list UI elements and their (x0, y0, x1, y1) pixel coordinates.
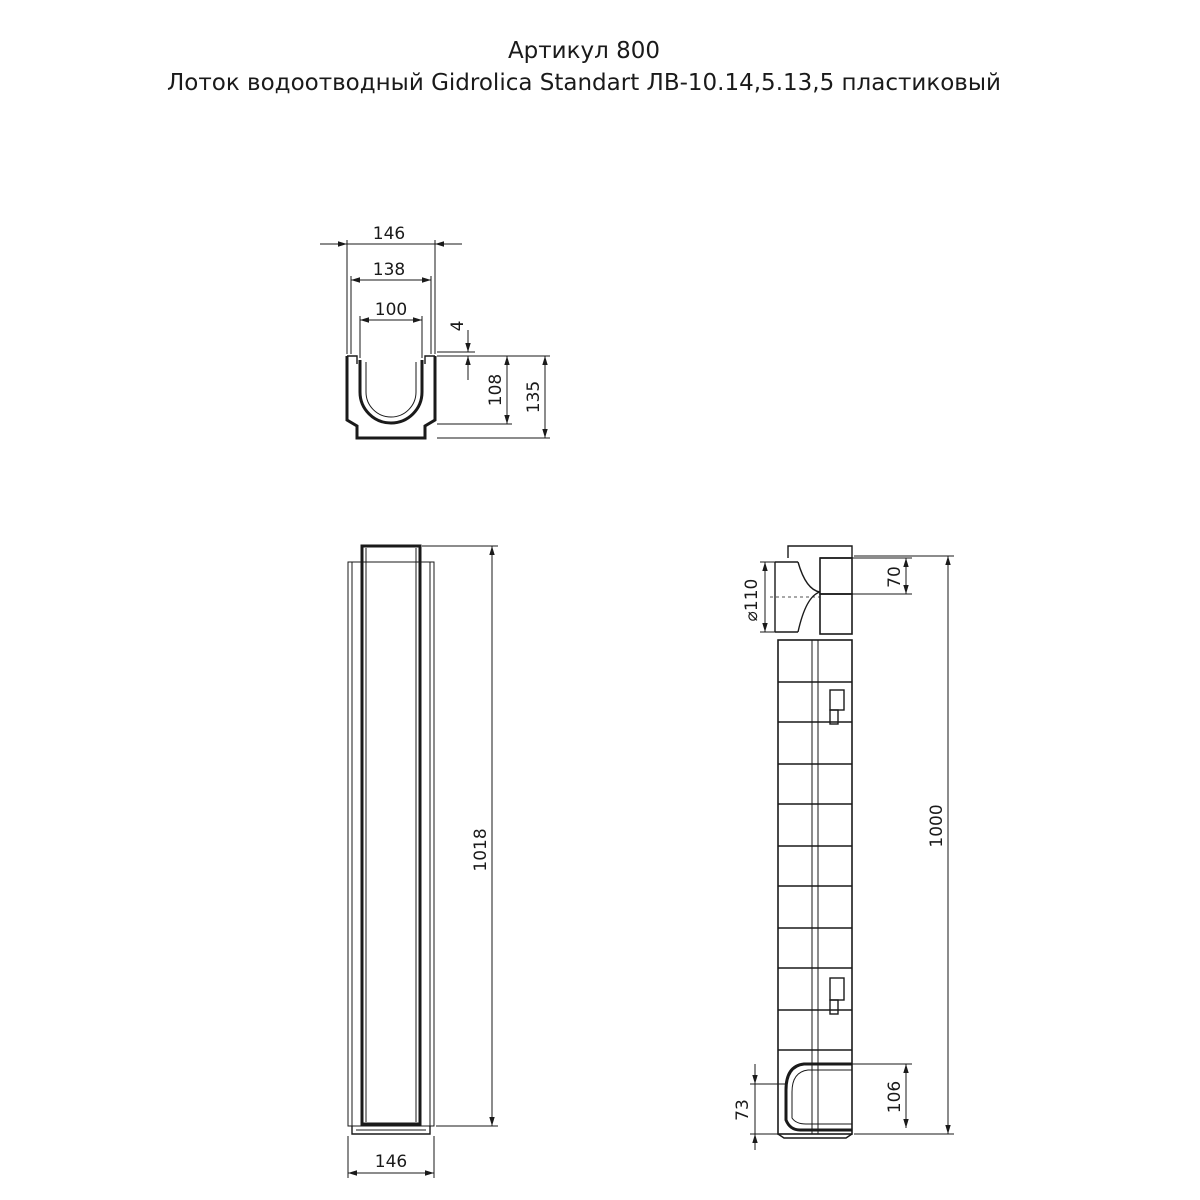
dim-cross-inner-depth: 108 (486, 373, 506, 407)
side-top-block (820, 594, 852, 634)
dim-outlet-diameter: ⌀110 (742, 578, 762, 622)
dim-cross-width-inner: 138 (372, 260, 406, 280)
side-latch-lower (830, 978, 844, 1014)
side-body (778, 640, 852, 1134)
dim-end-depth: 73 (733, 1099, 753, 1121)
side-end-profile (786, 1064, 852, 1130)
side-view (733, 546, 954, 1150)
dim-outlet-offset: 70 (885, 566, 905, 588)
cross-section-view (320, 224, 550, 438)
side-top-block (820, 558, 852, 594)
top-view (348, 546, 498, 1178)
dim-cross-width-channel: 100 (374, 300, 408, 320)
dim-top-length: 1018 (471, 828, 491, 872)
top-view-channel (362, 546, 420, 1124)
side-latch-upper (830, 690, 844, 724)
cross-section-channel (360, 360, 422, 423)
side-end-profile-inner (792, 1070, 852, 1124)
dim-top-width: 146 (374, 1152, 408, 1172)
dim-cross-width-outer: 146 (372, 224, 406, 244)
side-outlet-stub (788, 546, 852, 558)
dim-cross-rim: 4 (448, 320, 468, 332)
title-article: Артикул 800 (507, 38, 661, 64)
side-ribs (778, 682, 852, 1050)
drawing-title (167, 38, 1001, 96)
cross-section-channel-inner (366, 362, 416, 417)
title-product-name: Лоток водоотводный Gidrolica Standart ЛВ-10.14,5.13,5 пластиковый (167, 70, 1001, 96)
dim-side-length: 1000 (927, 804, 947, 848)
dim-end-height: 106 (885, 1080, 905, 1114)
dim-cross-height: 135 (524, 380, 544, 414)
